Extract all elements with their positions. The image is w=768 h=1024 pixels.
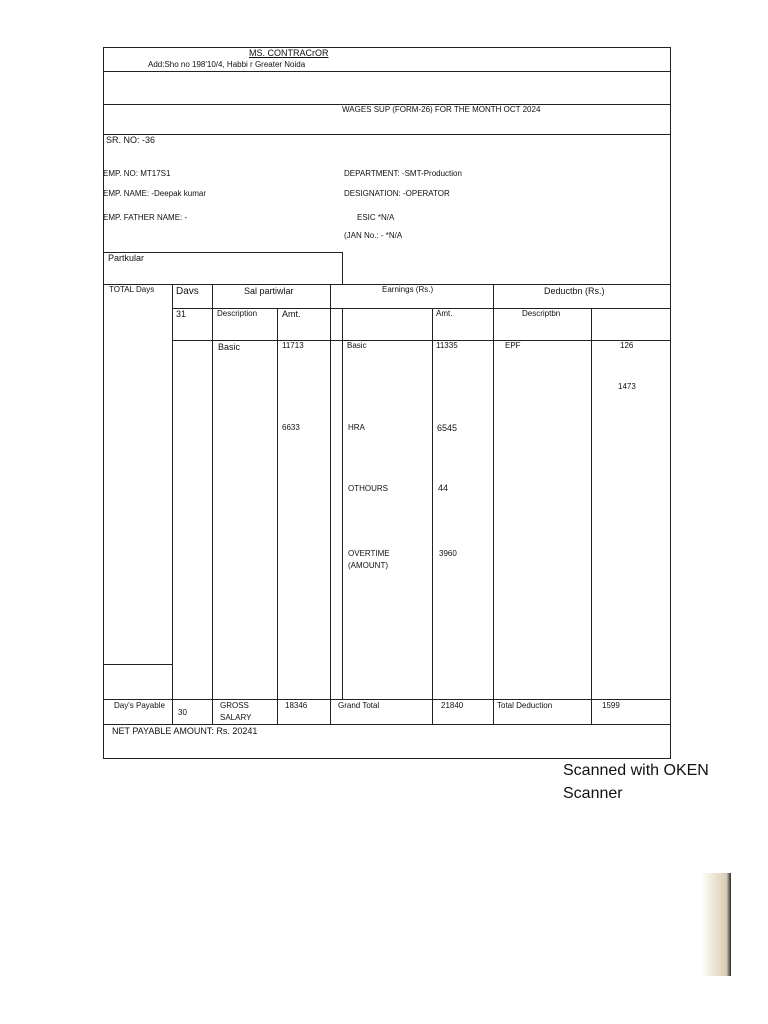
scanner-watermark: [563, 759, 709, 805]
total-deduction-label: Total Deduction: [497, 701, 553, 710]
total-days-label: TOTAL Days: [109, 285, 155, 294]
earning-amount: 3960: [439, 549, 457, 558]
designation: DESIGNATION: -OPERATOR: [344, 189, 450, 198]
days-label: Davs: [176, 286, 199, 297]
esic-no: ESIC *N/A: [357, 213, 395, 222]
days-payable-value: 30: [178, 708, 187, 717]
days-value: 31: [176, 309, 187, 319]
days-payable-label: Day's Payable: [114, 701, 165, 710]
earning-description: HRA: [348, 423, 365, 432]
sr-no: SR. NO: -36: [106, 135, 156, 145]
uan-no: (JAN No.: - *N/A: [344, 231, 403, 240]
emp-no: EMP. NO: MT17S1: [103, 169, 171, 178]
deduction-description: EPF: [505, 341, 521, 350]
description-label: Description: [217, 309, 258, 318]
grand-total-value: 21840: [441, 701, 464, 710]
father-name: EMP. FATHER NAME: -: [103, 213, 188, 222]
paper-edge-image: [701, 873, 731, 976]
scanner-watermark-line2: Scanner: [563, 785, 623, 802]
earning-description: OTHOURS: [348, 484, 388, 493]
salary-item-description: Basic: [218, 342, 241, 352]
department: DEPARTMENT: -SMT-Production: [344, 169, 462, 178]
deduction-description-label: Descriptbn: [522, 309, 561, 318]
salary-item-amount: 11713: [282, 341, 304, 350]
total-deduction-value: 1599: [602, 701, 620, 710]
gross-salary-label: GROSS: [220, 701, 249, 710]
gross-salary-value: 18346: [285, 701, 308, 710]
grand-total-label: Grand Total: [338, 701, 380, 710]
particular-label: Partkular: [108, 253, 145, 263]
earning-amount: 6545: [437, 423, 458, 433]
emp-name: EMP. NAME: -Deepak kumar: [103, 189, 206, 198]
earning-description: OVERTIME: [348, 549, 390, 558]
deduction-amount: 1473: [618, 382, 636, 391]
earnings-amt-label: Amt.: [436, 309, 453, 318]
scanner-watermark-line1: Scanned with OKEN: [563, 762, 709, 779]
salary-particular-label: Sal partiwlar: [244, 286, 294, 296]
company-address: Add:Sho no 198'10/4, Habbi r Greater Noida: [148, 60, 306, 69]
deduction-amount: 126: [620, 341, 634, 350]
salary-item-amount: 6633: [282, 423, 300, 432]
earning-description: Basic: [347, 341, 367, 350]
earning-amount: 44: [438, 483, 449, 493]
earning-amount: 11335: [436, 341, 458, 350]
form-title: WAGES SUP (FORM-26) FOR THE MONTH OCT 2024: [342, 105, 541, 114]
deduction-label: Deductbn (Rs.): [544, 286, 605, 296]
amt-label: Amt.: [282, 309, 301, 319]
gross-salary-label-line2: SALARY: [220, 713, 252, 722]
company-name: MS. CONTRACrOR: [249, 48, 329, 58]
earnings-label: Earnings (Rs.): [382, 285, 434, 294]
net-payable-amount: NET PAYABLE AMOUNT: Rs. 20241: [112, 726, 258, 736]
earning-description-line2: (AMOUNT): [348, 561, 388, 570]
